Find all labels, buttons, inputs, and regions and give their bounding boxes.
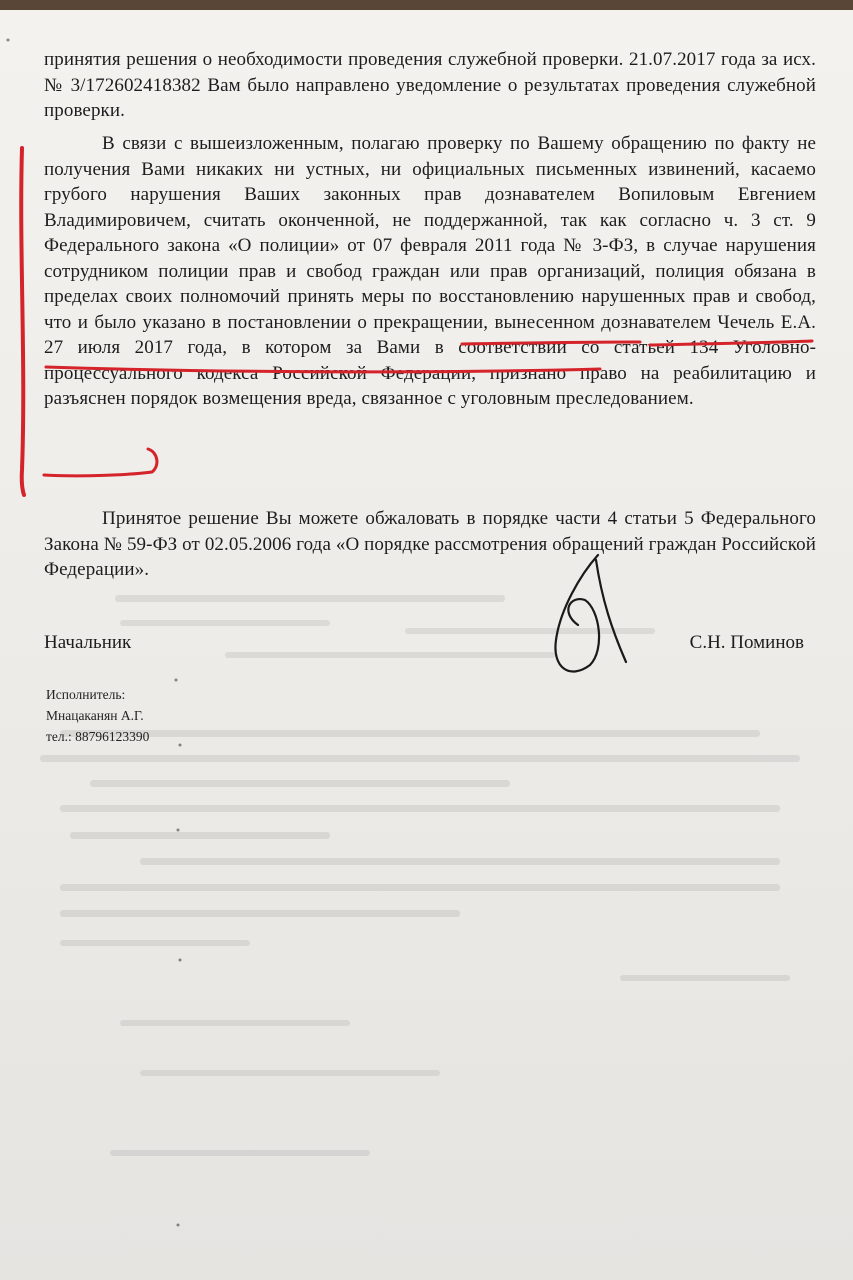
signatory-title: Начальник: [44, 632, 132, 653]
executor-label: Исполнитель:: [46, 687, 126, 702]
executor-phone: тел.: 88796123390: [46, 729, 150, 744]
executor-block: [46, 684, 149, 747]
signatory-name: С.Н. Поминов: [689, 632, 804, 653]
paragraph-intro-text: принятия решения о необходимости проведения служебной проверки. 21.07.2017 года за исх. № 3/172602418382 Вам было направлено уведомление о результатах проведения служебной проверки.: [44, 49, 816, 121]
paragraph-appeal: [44, 506, 816, 583]
paragraph-intro: [44, 47, 816, 124]
paragraph-appeal-text: Принятое решение Вы можете обжаловать в порядке части 4 статьи 5 Федерального Закона № 59-ФЗ от 02.05.2006 года «О порядке рассмотрения обращений граждан Российской Федерации».: [44, 508, 816, 580]
document-page: [0, 10, 853, 1280]
executor-name: Мнацаканян А.Г.: [46, 708, 144, 723]
paragraph-main: [44, 131, 816, 412]
paragraph-main-text: В связи с вышеизложенным, полагаю проверку по Вашему обращению по факту не получения Вами никаких ни устных, ни официальных письменных извинений, касаемо грубого нарушения Ваших законных прав дознавателем Вопиловым Евгением Владимировичем, считать оконченной, не поддержанной, так как согласно ч. 3 ст. 9 Федерального закона «О полиции» от 07 февраля 2011 года № 3-ФЗ, в случае нарушения сотрудником полиции прав и свобод граждан или прав организаций, полиция обязана в пределах своих полномочий принять меры по восстановлению нарушенных прав и свобод, что и было указано в постановлении о прекращении, вынесенном дознавателем Чечель Е.А. 27 июля 2017 года, в котором за Вами в соответствии со статьей 134 Уголовно-процессуального кодекса Российской Федерации, признано право на реабилитацию и разъяснен порядок возмещения вреда, связанное с уголовным преследованием.: [44, 133, 816, 409]
